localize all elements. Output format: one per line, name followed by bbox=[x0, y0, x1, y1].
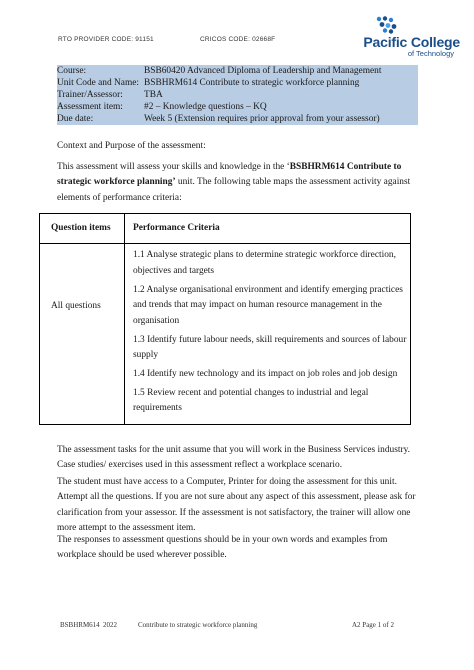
info-value: BSB60420 Advanced Diploma of Leadership and Management bbox=[144, 66, 382, 76]
intro-post: unit. The following table maps the assessment activity against elements of performance criteria: bbox=[57, 177, 411, 203]
context-heading: Context and Purpose of the assessment: bbox=[57, 141, 206, 151]
cricos-code: CRICOS CODE: 02668F bbox=[200, 36, 276, 43]
criterion-1-2: 1.2 Analyse organisational environment and identify emerging practices and trends that may impact on human resource management in the organisation bbox=[133, 284, 403, 326]
paragraph-industry: The assessment tasks for the unit assume that you will work in the Business Services industry. Case studies/ exercises used in this assessment reflect a workplace scenario. bbox=[57, 445, 410, 471]
table-header-divider bbox=[40, 243, 410, 244]
paragraph-requirements: The student must have access to a Computer, Printer for doing the assessment for this unit. Attempt all the questions. If you are not sure about any aspect of this assessment, please ask for clarification from your assessor. If the assessment is not satisfactory, the trainer will allow one more attempt to the assessment item. bbox=[57, 477, 416, 534]
footer-year: 2022 bbox=[103, 621, 117, 629]
info-value: Week 5 (Extension requires prior approval from your assessor) bbox=[144, 114, 380, 125]
info-row-unit bbox=[57, 77, 418, 89]
logo-subtitle: of Technology bbox=[407, 49, 454, 58]
criteria-table bbox=[39, 213, 411, 425]
logo-mark-icon bbox=[374, 16, 404, 34]
info-row-due-date bbox=[57, 113, 418, 125]
intro-unit-name: BSBHRM614 Contribute to strategic workforce planning’ bbox=[57, 162, 402, 188]
info-row-trainer bbox=[57, 89, 418, 101]
info-value: TBA bbox=[144, 90, 163, 101]
footer-unit-code: BSBHRM614 bbox=[60, 621, 100, 629]
criterion-1-5: 1.5 Review recent and potential changes to industrial and legal requirements bbox=[133, 387, 369, 414]
table-header-question-items: Question items bbox=[51, 223, 111, 233]
criterion-1-4: 1.4 Identify new technology and its impact on job roles and job design bbox=[133, 368, 398, 379]
info-label: Trainer/Assessor: bbox=[57, 90, 123, 101]
table-column-divider bbox=[124, 214, 125, 424]
info-row-course bbox=[57, 65, 418, 77]
criterion-1-3: 1.3 Identify future labour needs, skill requirements and sources of labour supply bbox=[133, 334, 407, 361]
intro-pre: This assessment will assess your skills and knowledge in the ‘ bbox=[57, 162, 290, 172]
info-label: Course: bbox=[57, 66, 87, 76]
info-label: Unit Code and Name: bbox=[57, 78, 140, 89]
intro-paragraph bbox=[57, 160, 419, 206]
info-row-assessment-item bbox=[57, 101, 418, 113]
paragraph-responses: The responses to assessment questions should be in your own words and examples from workplace should be used wherever possible. bbox=[57, 535, 388, 561]
footer-page-number: A2 Page 1 of 2 bbox=[352, 621, 394, 629]
college-logo bbox=[360, 16, 460, 60]
table-row-label: All questions bbox=[51, 301, 101, 311]
info-value: BSBHRM614 Contribute to strategic workforce planning bbox=[144, 78, 360, 89]
footer-unit-title: Contribute to strategic workforce planning bbox=[138, 621, 258, 629]
rto-provider-code: RTO PROVIDER CODE: 91151 bbox=[58, 36, 154, 43]
criteria-list bbox=[133, 245, 409, 417]
info-label: Due date: bbox=[57, 114, 94, 125]
table-header-performance-criteria: Performance Criteria bbox=[133, 223, 220, 233]
criterion-1-1: 1.1 Analyse strategic plans to determine strategic workforce direction, objectives and targets bbox=[133, 250, 396, 276]
info-value: #2 – Knowledge questions – KQ bbox=[144, 102, 267, 113]
logo-name: Pacific College bbox=[363, 34, 460, 50]
info-label: Assessment item: bbox=[57, 102, 123, 113]
assessment-info-box bbox=[57, 65, 418, 125]
